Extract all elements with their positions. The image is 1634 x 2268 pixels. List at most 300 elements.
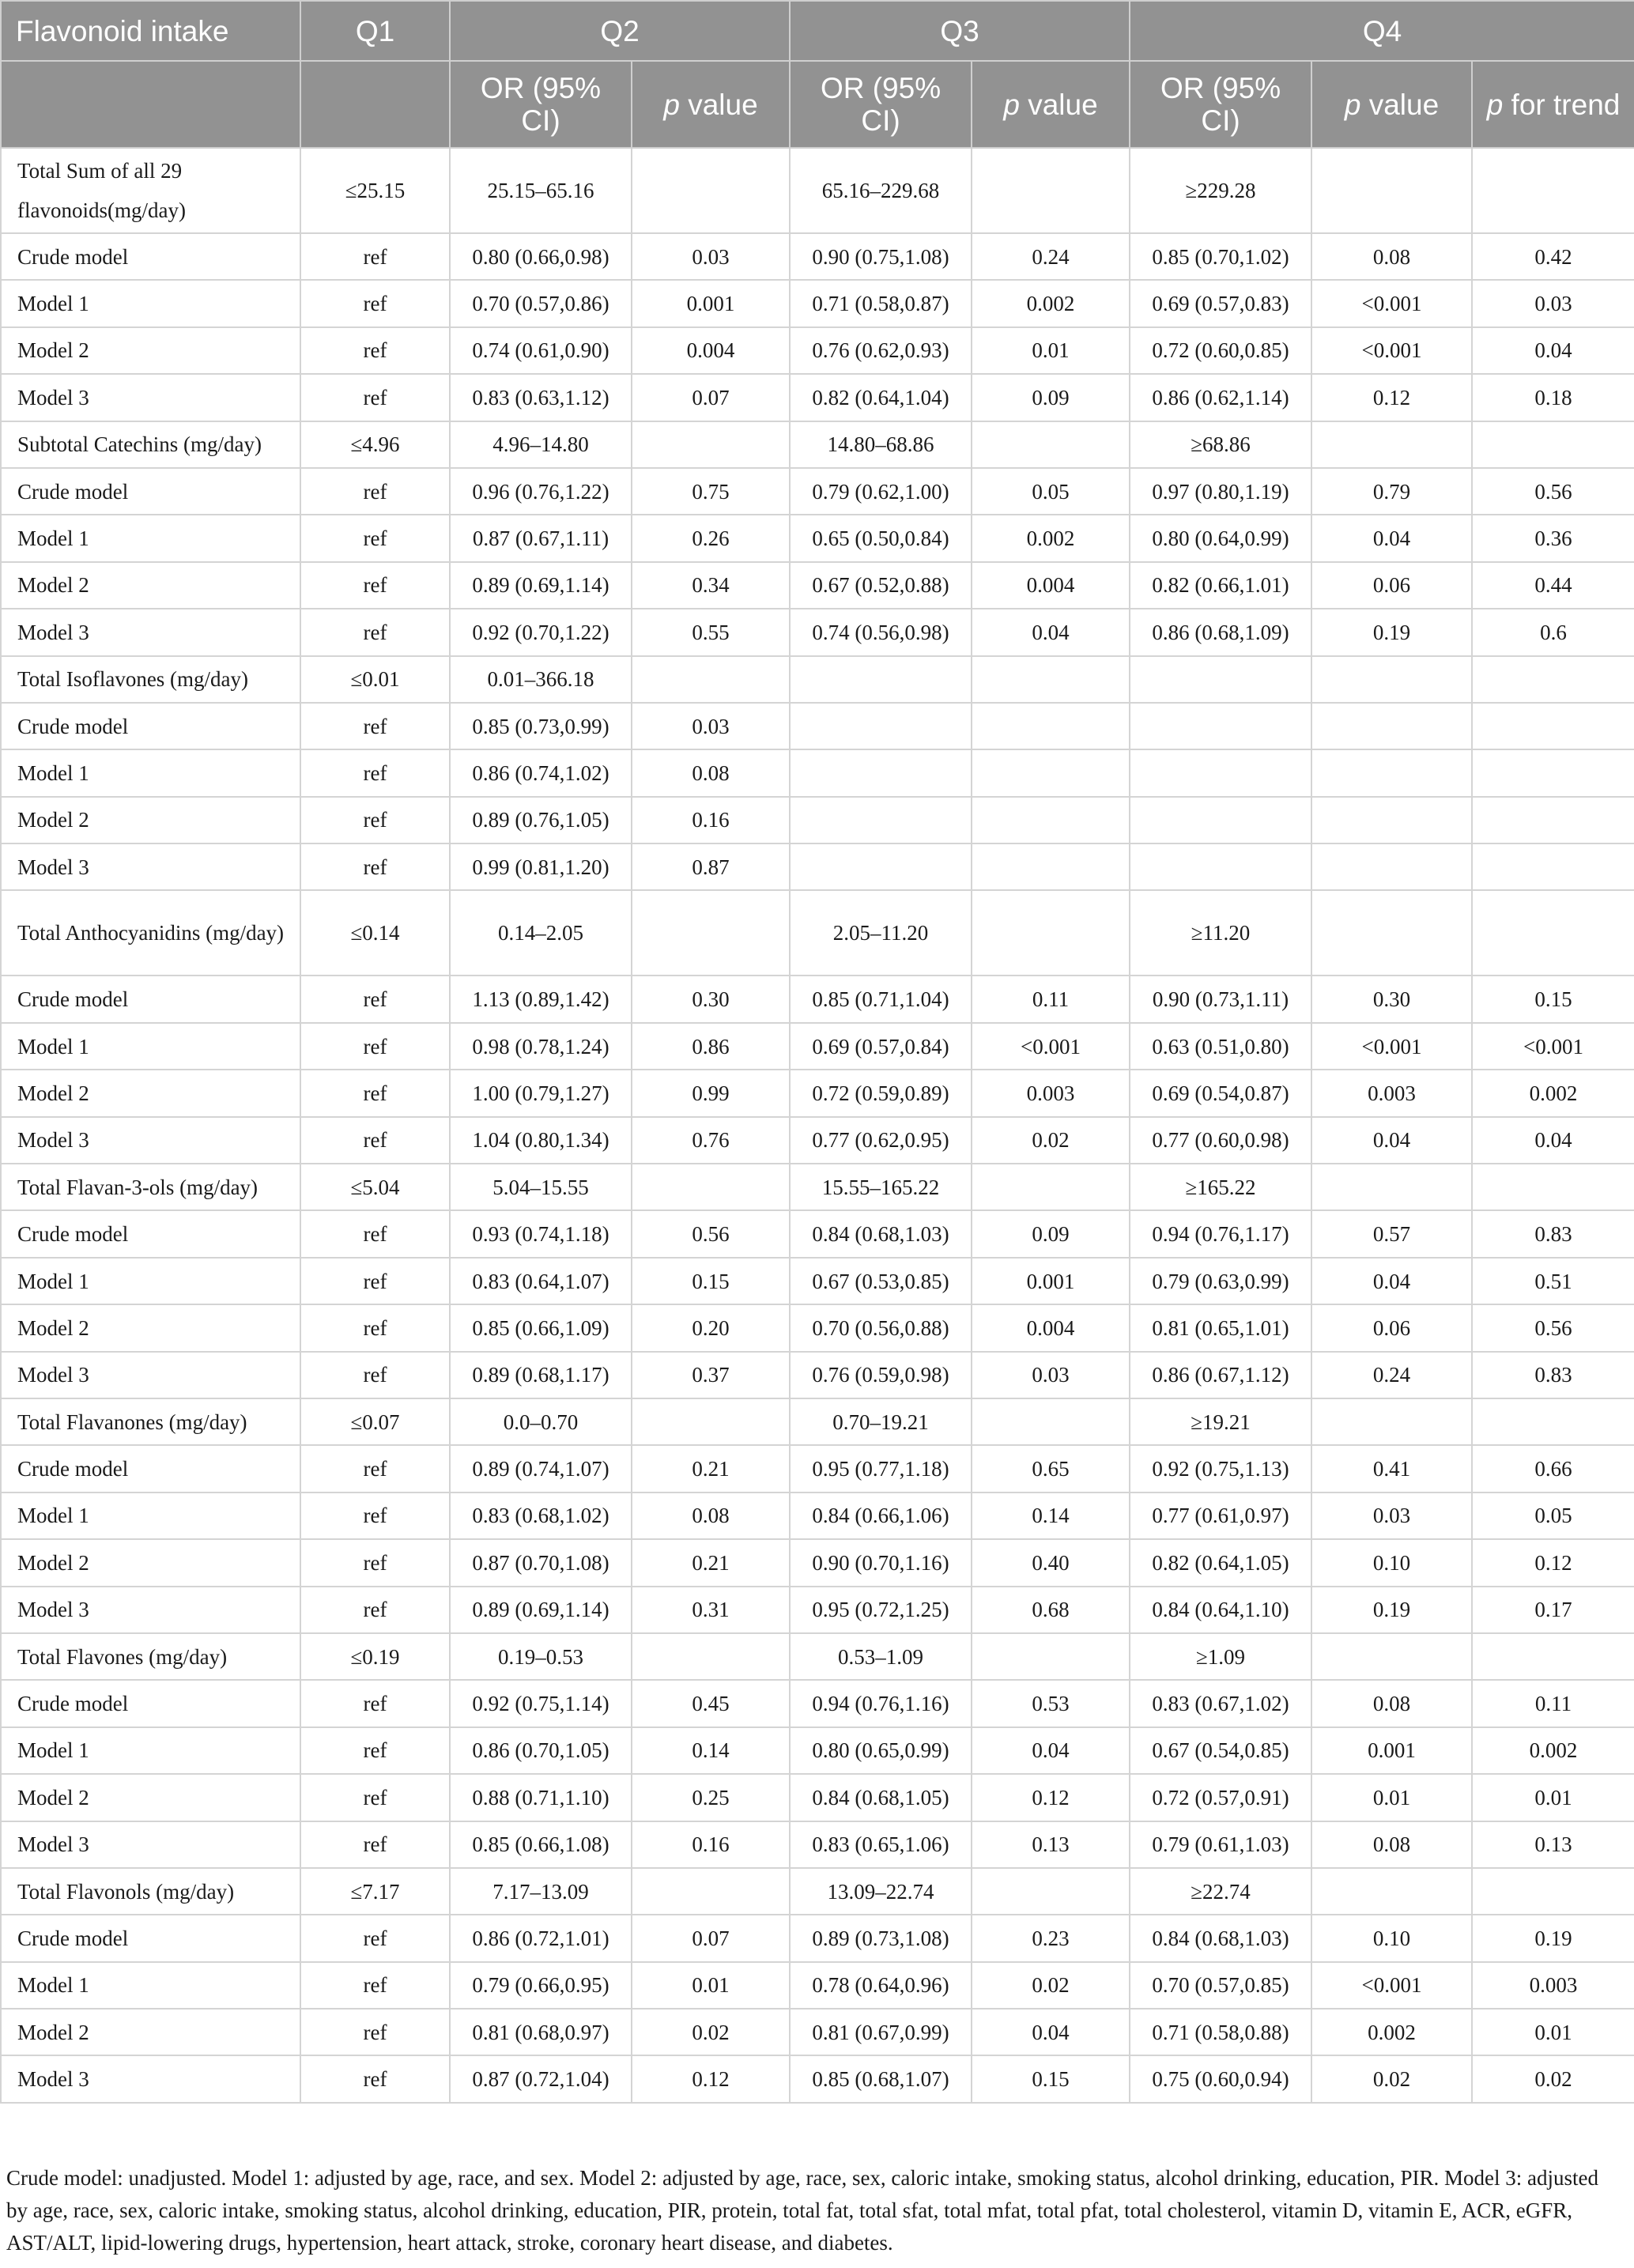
subheader-q4-p (1311, 61, 1472, 148)
q4-or: 0.71 (0.58,0.88) (1130, 2009, 1311, 2055)
model-label: Model 2 (1, 1774, 300, 1821)
group-q2-range: 7.17–13.09 (450, 1868, 632, 1915)
header-q2: Q2 (450, 1, 790, 61)
q2-p: 0.34 (632, 562, 790, 609)
table-row (1, 2055, 1634, 2102)
empty-cell (972, 890, 1130, 976)
q4-or: 0.69 (0.54,0.87) (1130, 1070, 1311, 1116)
model-label: Model 1 (1, 280, 300, 326)
model-label: Model 1 (1, 1493, 300, 1539)
subheader-empty-0 (1, 61, 300, 148)
q3-p (972, 797, 1130, 843)
empty-cell (1472, 890, 1634, 976)
q3-or: 0.69 (0.57,0.84) (790, 1023, 972, 1070)
p-trend: 0.003 (1472, 1962, 1634, 2009)
header-q4: Q4 (1130, 1, 1634, 61)
group-q3-range: 13.09–22.74 (790, 1868, 972, 1915)
q2-p: 0.14 (632, 1727, 790, 1774)
q1-ref: ref (300, 609, 450, 655)
q4-p (1311, 749, 1472, 796)
model-label: Model 1 (1, 749, 300, 796)
empty-cell (1472, 1398, 1634, 1445)
q1-ref: ref (300, 1304, 450, 1351)
q4-p: 0.79 (1311, 468, 1472, 515)
q3-p: 0.03 (972, 1352, 1130, 1398)
model-label: Crude model (1, 468, 300, 515)
q3-p: 0.002 (972, 515, 1130, 561)
p-trend: 0.44 (1472, 562, 1634, 609)
q4-or: 0.75 (0.60,0.94) (1130, 2055, 1311, 2102)
q3-p: 0.04 (972, 609, 1130, 655)
q3-or: 0.70 (0.56,0.88) (790, 1304, 972, 1351)
model-label: Model 1 (1, 1962, 300, 2009)
q4-or: 0.77 (0.60,0.98) (1130, 1117, 1311, 1164)
q1-ref: ref (300, 1070, 450, 1116)
q4-p: 0.19 (1311, 609, 1472, 655)
q1-ref: ref (300, 1680, 450, 1726)
q4-p: 0.08 (1311, 1821, 1472, 1868)
q2-p: 0.07 (632, 374, 790, 421)
q3-p: 0.004 (972, 1304, 1130, 1351)
q3-p (972, 749, 1130, 796)
group-q3-range: 14.80–68.86 (790, 421, 972, 468)
q4-or: 0.69 (0.57,0.83) (1130, 280, 1311, 326)
p-trend: 0.15 (1472, 976, 1634, 1022)
p-trend: 0.51 (1472, 1258, 1634, 1304)
group-q4-range: ≥22.74 (1130, 1868, 1311, 1915)
empty-cell (632, 148, 790, 233)
group-q4-range (1130, 656, 1311, 703)
model-label: Model 1 (1, 1258, 300, 1304)
table-row (1, 1210, 1634, 1257)
q3-or: 0.83 (0.65,1.06) (790, 1821, 972, 1868)
group-q2-range: 0.0–0.70 (450, 1398, 632, 1445)
table-row (1, 976, 1634, 1022)
q3-p: 0.24 (972, 233, 1130, 280)
q4-p: <0.001 (1311, 1962, 1472, 2009)
q4-p: 0.002 (1311, 2009, 1472, 2055)
q4-p: 0.01 (1311, 1774, 1472, 1821)
group-header-row (1, 1398, 1634, 1445)
header-q3: Q3 (790, 1, 1130, 61)
q2-p: 0.001 (632, 280, 790, 326)
empty-cell (632, 890, 790, 976)
model-label: Model 3 (1, 1117, 300, 1164)
q2-p: 0.56 (632, 1210, 790, 1257)
p-value-text: value (1360, 88, 1440, 121)
table-header (1, 1, 1634, 148)
q3-p: 0.001 (972, 1258, 1130, 1304)
q3-p: 0.002 (972, 280, 1130, 326)
q3-or: 0.67 (0.53,0.85) (790, 1258, 972, 1304)
group-q2-range: 0.01–366.18 (450, 656, 632, 703)
p-trend: 0.02 (1472, 2055, 1634, 2102)
p-trend: 0.83 (1472, 1352, 1634, 1398)
p-trend: 0.11 (1472, 1680, 1634, 1726)
group-label: Total Sum of all 29 flavonoids(mg/day) (1, 148, 300, 233)
model-label: Model 1 (1, 1727, 300, 1774)
q2-or: 0.85 (0.73,0.99) (450, 703, 632, 749)
p-value-text: value (1019, 88, 1098, 121)
q3-p: 0.01 (972, 327, 1130, 374)
q3-or: 0.76 (0.59,0.98) (790, 1352, 972, 1398)
table-row (1, 1915, 1634, 1961)
q3-p (972, 843, 1130, 890)
group-q2-range: 5.04–15.55 (450, 1164, 632, 1210)
q2-or: 0.86 (0.72,1.01) (450, 1915, 632, 1961)
q3-p: 0.68 (972, 1587, 1130, 1633)
q3-or: 0.90 (0.75,1.08) (790, 233, 972, 280)
q3-or: 0.78 (0.64,0.96) (790, 1962, 972, 2009)
empty-cell (1311, 890, 1472, 976)
empty-cell (1472, 656, 1634, 703)
table-row (1, 1445, 1634, 1492)
q4-or: 0.90 (0.73,1.11) (1130, 976, 1311, 1022)
empty-cell (1472, 1164, 1634, 1210)
q3-or: 0.95 (0.77,1.18) (790, 1445, 972, 1492)
q1-ref: ref (300, 1915, 450, 1961)
q1-ref: ref (300, 1821, 450, 1868)
empty-cell (1311, 1868, 1472, 1915)
q2-p: 0.004 (632, 327, 790, 374)
model-label: Model 3 (1, 374, 300, 421)
empty-cell (1311, 1164, 1472, 1210)
q3-p: 0.02 (972, 1117, 1130, 1164)
p-trend: 0.01 (1472, 1774, 1634, 1821)
q1-ref: ref (300, 1539, 450, 1586)
q4-or (1130, 843, 1311, 890)
q3-or (790, 843, 972, 890)
q1-ref: ref (300, 1587, 450, 1633)
model-label: Model 2 (1, 1304, 300, 1351)
q1-ref: ref (300, 280, 450, 326)
q3-or: 0.77 (0.62,0.95) (790, 1117, 972, 1164)
group-header-row (1, 421, 1634, 468)
q2-or: 0.83 (0.64,1.07) (450, 1258, 632, 1304)
q3-or (790, 749, 972, 796)
q3-or: 0.84 (0.68,1.05) (790, 1774, 972, 1821)
group-q3-range: 15.55–165.22 (790, 1164, 972, 1210)
q1-ref: ref (300, 1023, 450, 1070)
q1-ref: ref (300, 233, 450, 280)
q2-or: 0.99 (0.81,1.20) (450, 843, 632, 890)
q4-or: 0.79 (0.61,1.03) (1130, 1821, 1311, 1868)
empty-cell (632, 1868, 790, 1915)
group-q1-range: ≤5.04 (300, 1164, 450, 1210)
group-q2-range: 4.96–14.80 (450, 421, 632, 468)
q2-p: 0.21 (632, 1445, 790, 1492)
q2-or: 0.85 (0.66,1.08) (450, 1821, 632, 1868)
table-row (1, 515, 1634, 561)
table-row (1, 233, 1634, 280)
q3-p: 0.11 (972, 976, 1130, 1022)
q1-ref: ref (300, 843, 450, 890)
subheader-q3-or: OR (95% CI) (790, 61, 972, 148)
model-label: Model 3 (1, 2055, 300, 2102)
q1-ref: ref (300, 515, 450, 561)
q4-or: 0.86 (0.68,1.09) (1130, 609, 1311, 655)
p-trend: <0.001 (1472, 1023, 1634, 1070)
q2-or: 0.83 (0.63,1.12) (450, 374, 632, 421)
q4-p: 0.08 (1311, 233, 1472, 280)
q2-or: 0.93 (0.74,1.18) (450, 1210, 632, 1257)
q3-or: 0.84 (0.66,1.06) (790, 1493, 972, 1539)
q4-p: 0.003 (1311, 1070, 1472, 1116)
q3-or: 0.85 (0.68,1.07) (790, 2055, 972, 2102)
table-row (1, 797, 1634, 843)
p-trend: 0.83 (1472, 1210, 1634, 1257)
model-label: Crude model (1, 233, 300, 280)
q3-p: 0.53 (972, 1680, 1130, 1726)
empty-cell (972, 1868, 1130, 1915)
empty-cell (632, 1164, 790, 1210)
q2-p: 0.07 (632, 1915, 790, 1961)
q4-p: 0.19 (1311, 1587, 1472, 1633)
empty-cell (1472, 421, 1634, 468)
q3-p: 0.003 (972, 1070, 1130, 1116)
p-trend: 0.03 (1472, 280, 1634, 326)
group-q4-range: ≥229.28 (1130, 148, 1311, 233)
p-trend: 0.12 (1472, 1539, 1634, 1586)
q2-p: 0.21 (632, 1539, 790, 1586)
p-trend: 0.6 (1472, 609, 1634, 655)
q3-or: 0.80 (0.65,0.99) (790, 1727, 972, 1774)
q4-p: 0.24 (1311, 1352, 1472, 1398)
empty-cell (1472, 1633, 1634, 1680)
q2-or: 0.92 (0.70,1.22) (450, 609, 632, 655)
q4-p: <0.001 (1311, 280, 1472, 326)
model-label: Model 1 (1, 1023, 300, 1070)
q4-p (1311, 703, 1472, 749)
q4-or: 0.67 (0.54,0.85) (1130, 1727, 1311, 1774)
table-row (1, 1821, 1634, 1868)
q4-or: 0.85 (0.70,1.02) (1130, 233, 1311, 280)
q4-or (1130, 797, 1311, 843)
table-row (1, 1962, 1634, 2009)
q2-p: 0.76 (632, 1117, 790, 1164)
model-label: Model 2 (1, 797, 300, 843)
q2-p: 0.87 (632, 843, 790, 890)
q3-or: 0.71 (0.58,0.87) (790, 280, 972, 326)
q2-or: 1.04 (0.80,1.34) (450, 1117, 632, 1164)
q1-ref: ref (300, 1117, 450, 1164)
q2-or: 0.89 (0.69,1.14) (450, 1587, 632, 1633)
q4-or: 0.84 (0.64,1.10) (1130, 1587, 1311, 1633)
p-trend (1472, 703, 1634, 749)
q4-p: <0.001 (1311, 1023, 1472, 1070)
q3-p: 0.04 (972, 2009, 1130, 2055)
q2-p: 0.86 (632, 1023, 790, 1070)
subheader-q3-p (972, 61, 1130, 148)
p-trend-text: for trend (1503, 88, 1621, 121)
q3-p: 0.04 (972, 1727, 1130, 1774)
p-trend: 0.04 (1472, 327, 1634, 374)
q2-or: 0.87 (0.67,1.11) (450, 515, 632, 561)
q2-p: 0.26 (632, 515, 790, 561)
q4-p: 0.03 (1311, 1493, 1472, 1539)
q1-ref: ref (300, 1727, 450, 1774)
group-label: Total Isoflavones (mg/day) (1, 656, 300, 703)
group-q4-range: ≥165.22 (1130, 1164, 1311, 1210)
table-row (1, 843, 1634, 890)
q4-p (1311, 843, 1472, 890)
group-label: Total Flavanones (mg/day) (1, 1398, 300, 1445)
q3-or: 0.95 (0.72,1.25) (790, 1587, 972, 1633)
p-trend: 0.002 (1472, 1727, 1634, 1774)
group-q3-range: 0.70–19.21 (790, 1398, 972, 1445)
q2-or: 0.96 (0.76,1.22) (450, 468, 632, 515)
p-trend: 0.56 (1472, 468, 1634, 515)
q3-p: 0.23 (972, 1915, 1130, 1961)
table-row (1, 1774, 1634, 1821)
q4-p: 0.41 (1311, 1445, 1472, 1492)
p-trend: 0.17 (1472, 1587, 1634, 1633)
model-label: Crude model (1, 976, 300, 1022)
q3-or: 0.74 (0.56,0.98) (790, 609, 972, 655)
q2-or: 0.86 (0.70,1.05) (450, 1727, 632, 1774)
q2-p: 0.02 (632, 2009, 790, 2055)
q2-or: 1.00 (0.79,1.27) (450, 1070, 632, 1116)
q4-p: <0.001 (1311, 327, 1472, 374)
q4-or: 0.82 (0.66,1.01) (1130, 562, 1311, 609)
model-label: Crude model (1, 1445, 300, 1492)
q4-or: 0.77 (0.61,0.97) (1130, 1493, 1311, 1539)
group-header-row (1, 656, 1634, 703)
q4-or: 0.81 (0.65,1.01) (1130, 1304, 1311, 1351)
q2-or: 0.85 (0.66,1.09) (450, 1304, 632, 1351)
q4-or: 0.86 (0.62,1.14) (1130, 374, 1311, 421)
q1-ref: ref (300, 703, 450, 749)
table-row (1, 2009, 1634, 2055)
empty-cell (632, 421, 790, 468)
q2-or: 0.87 (0.72,1.04) (450, 2055, 632, 2102)
q4-or: 0.84 (0.68,1.03) (1130, 1915, 1311, 1961)
q3-p: 0.15 (972, 2055, 1130, 2102)
table-row (1, 1587, 1634, 1633)
q1-ref: ref (300, 1493, 450, 1539)
model-label: Model 2 (1, 562, 300, 609)
q2-p: 0.12 (632, 2055, 790, 2102)
group-q3-range: 65.16–229.68 (790, 148, 972, 233)
group-q3-range (790, 656, 972, 703)
p-trend: 0.002 (1472, 1070, 1634, 1116)
subheader-q2-or: OR (95% CI) (450, 61, 632, 148)
group-label: Subtotal Catechins (mg/day) (1, 421, 300, 468)
empty-cell (632, 656, 790, 703)
empty-cell (972, 656, 1130, 703)
q3-p: 0.09 (972, 374, 1130, 421)
empty-cell (972, 1398, 1130, 1445)
p-trend: 0.01 (1472, 2009, 1634, 2055)
q4-p: 0.10 (1311, 1539, 1472, 1586)
q3-p: 0.13 (972, 1821, 1130, 1868)
q3-or: 0.81 (0.67,0.99) (790, 2009, 972, 2055)
group-q4-range: ≥11.20 (1130, 890, 1311, 976)
q1-ref: ref (300, 976, 450, 1022)
q4-p: 0.02 (1311, 2055, 1472, 2102)
q2-p: 0.15 (632, 1258, 790, 1304)
p-trend: 0.66 (1472, 1445, 1634, 1492)
q3-p: 0.09 (972, 1210, 1130, 1257)
q1-ref: ref (300, 2055, 450, 2102)
empty-cell (972, 421, 1130, 468)
q2-p: 0.01 (632, 1962, 790, 2009)
q4-or: 0.70 (0.57,0.85) (1130, 1962, 1311, 2009)
q3-or (790, 797, 972, 843)
model-label: Model 1 (1, 515, 300, 561)
q4-p: 0.06 (1311, 1304, 1472, 1351)
group-q2-range: 0.19–0.53 (450, 1633, 632, 1680)
p-italic: p (663, 88, 680, 121)
group-q4-range: ≥19.21 (1130, 1398, 1311, 1445)
group-q4-range: ≥1.09 (1130, 1633, 1311, 1680)
q1-ref: ref (300, 1258, 450, 1304)
q4-or: 0.86 (0.67,1.12) (1130, 1352, 1311, 1398)
group-header-row (1, 1164, 1634, 1210)
subheader-q2-p (632, 61, 790, 148)
group-q3-range: 0.53–1.09 (790, 1633, 972, 1680)
group-q1-range: ≤4.96 (300, 421, 450, 468)
q2-or: 0.87 (0.70,1.08) (450, 1539, 632, 1586)
p-trend: 0.04 (1472, 1117, 1634, 1164)
q2-p: 0.45 (632, 1680, 790, 1726)
group-label: Total Flavan-3-ols (mg/day) (1, 1164, 300, 1210)
p-italic: p (1344, 88, 1361, 121)
table-row (1, 1117, 1634, 1164)
q4-p (1311, 797, 1472, 843)
q1-ref: ref (300, 1445, 450, 1492)
q2-p: 0.08 (632, 749, 790, 796)
q4-p: 0.06 (1311, 562, 1472, 609)
q2-or: 0.86 (0.74,1.02) (450, 749, 632, 796)
model-label: Model 3 (1, 1821, 300, 1868)
table-row (1, 327, 1634, 374)
model-label: Crude model (1, 1915, 300, 1961)
empty-cell (1472, 1868, 1634, 1915)
empty-cell (1311, 656, 1472, 703)
model-label: Model 2 (1, 2009, 300, 2055)
q4-p: 0.001 (1311, 1727, 1472, 1774)
q1-ref: ref (300, 1352, 450, 1398)
q2-p: 0.08 (632, 1493, 790, 1539)
empty-cell (972, 1164, 1130, 1210)
q4-or: 0.92 (0.75,1.13) (1130, 1445, 1311, 1492)
q4-or: 0.97 (0.80,1.19) (1130, 468, 1311, 515)
table-row (1, 1727, 1634, 1774)
q3-p: 0.05 (972, 468, 1130, 515)
q4-p: 0.30 (1311, 976, 1472, 1022)
group-q2-range: 0.14–2.05 (450, 890, 632, 976)
table-row (1, 1304, 1634, 1351)
q1-ref: ref (300, 374, 450, 421)
q3-p: 0.65 (972, 1445, 1130, 1492)
p-trend: 0.42 (1472, 233, 1634, 280)
q2-p: 0.03 (632, 703, 790, 749)
table-row (1, 1258, 1634, 1304)
model-label: Model 2 (1, 1070, 300, 1116)
q4-or: 0.72 (0.60,0.85) (1130, 327, 1311, 374)
model-label: Crude model (1, 1210, 300, 1257)
subheader-p-trend (1472, 61, 1634, 148)
q3-or (790, 703, 972, 749)
table-row (1, 280, 1634, 326)
q2-p: 0.30 (632, 976, 790, 1022)
empty-cell (632, 1398, 790, 1445)
group-header-row (1, 1868, 1634, 1915)
p-trend: 0.18 (1472, 374, 1634, 421)
q4-p: 0.57 (1311, 1210, 1472, 1257)
q3-or: 0.90 (0.70,1.16) (790, 1539, 972, 1586)
